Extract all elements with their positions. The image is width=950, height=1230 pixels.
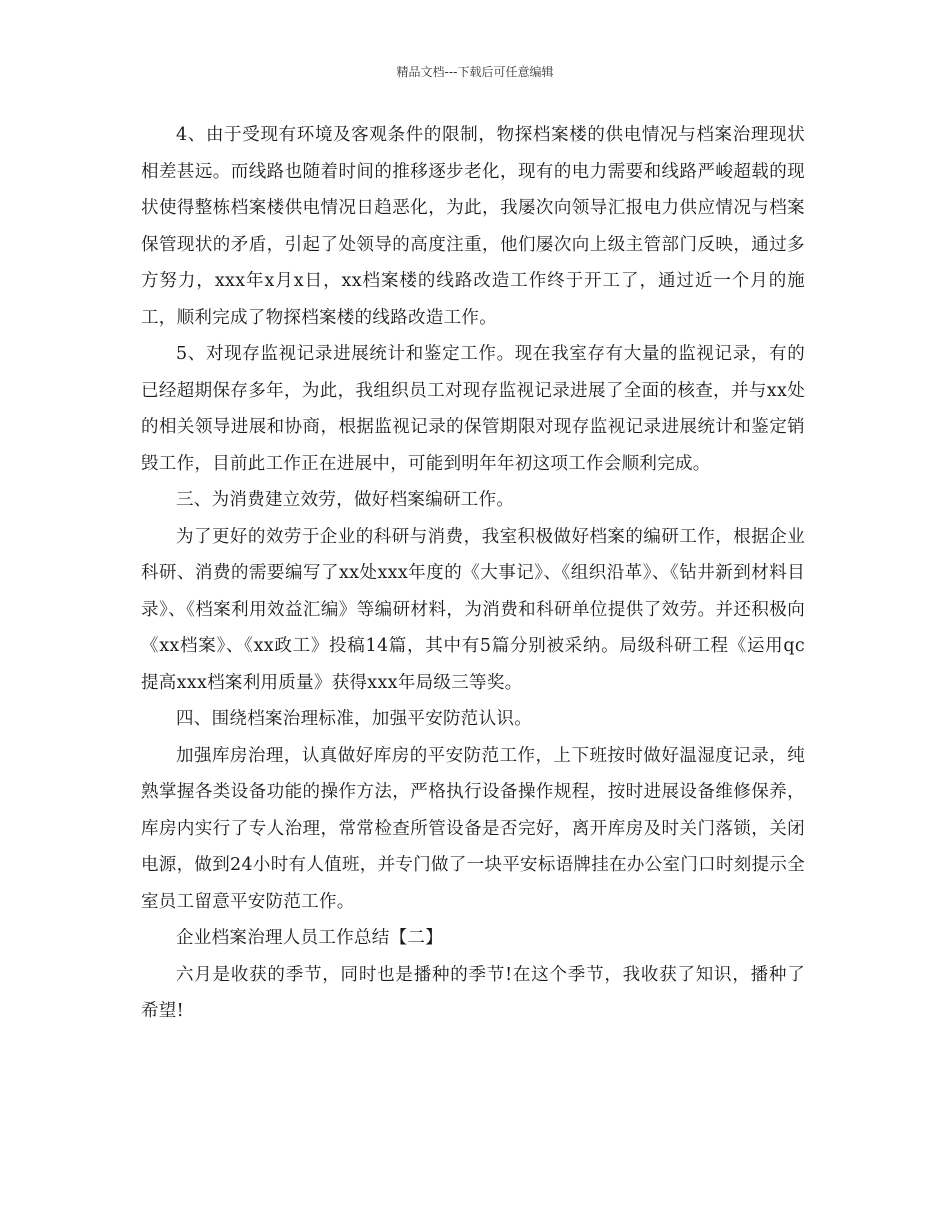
document-body — [141, 117, 805, 1030]
summary-title-2: 企业档案治理人员工作总结【二】 — [176, 928, 443, 948]
paragraph-editing-research: 为了更好的效劳于企业的科研与消费，我室积极做好档案的编研工作，根据企业科研、消费的需要编写了xx处xxx年度的《大事记》、《组织沿革》、《钻井新到材料目录》、《档案利用效益汇编》等编研材料，为消费和科研单位提供了效劳。并还积极向《xx档案》、《xx政工》投稿14篇，其中有5篇分别被采纳。局级科研工程《运用qc提高xxx档案利用质量》获得xxx年局级三等奖。 — [141, 526, 805, 693]
paragraph-storage-safety: 加强库房治理，认真做好库房的平安防范工作，上下班按时做好温湿度记录，纯熟掌握各类设备功能的操作方法，严格执行设备操作规程，按时进展设备维修保养，库房内实行了专人治理，常常检查所管设备是否完好，离开库房及时关门落锁，关闭电源，做到24小时有人值班，并专门做了一块平安标语牌挂在办公室门口时刻提示全室员工留意平安防范工作。 — [141, 745, 805, 912]
section-heading-4: 四、围绕档案治理标准，加强平安防范认识。 — [176, 709, 532, 729]
section-heading-3: 三、为消费建立效劳，做好档案编研工作。 — [176, 490, 515, 510]
paragraph-item-4: 4、由于受现有环境及客观条件的限制，物探档案楼的供电情况与档案治理现状相差甚远。而线路也随着时间的推移逐步老化，现有的电力需要和线路严峻超载的现状使得整栋档案楼供电情况日趋恶化，为此，我屡次向领导汇报电力供应情况与档案保管现状的矛盾，引起了处领导的高度注重，他们屡次向上级主管部门反映，通过多方努力，xxx年x月x日，xx档案楼的线路改造工作终于开工了，通过近一个月的施工，顺利完成了物探档案楼的线路改造工作。 — [141, 125, 805, 328]
paragraph-june: 六月是收获的季节，同时也是播种的季节!在这个季节，我收获了知识，播种了希望! — [141, 964, 805, 1021]
paragraph-item-5: 5、对现存监视记录进展统计和鉴定工作。现在我室存有大量的监视记录，有的已经超期保存多年，为此，我组织员工对现存监视记录进展了全面的核查，并与xx处的相关领导进展和协商，根据监视记录的保管期限对现存监视记录进展统计和鉴定销毁工作，目前此工作正在进展中，可能到明年年初这项工作会顺利完成。 — [141, 344, 805, 474]
page-header: 精品文档---下载后可任意编辑 — [396, 65, 554, 79]
